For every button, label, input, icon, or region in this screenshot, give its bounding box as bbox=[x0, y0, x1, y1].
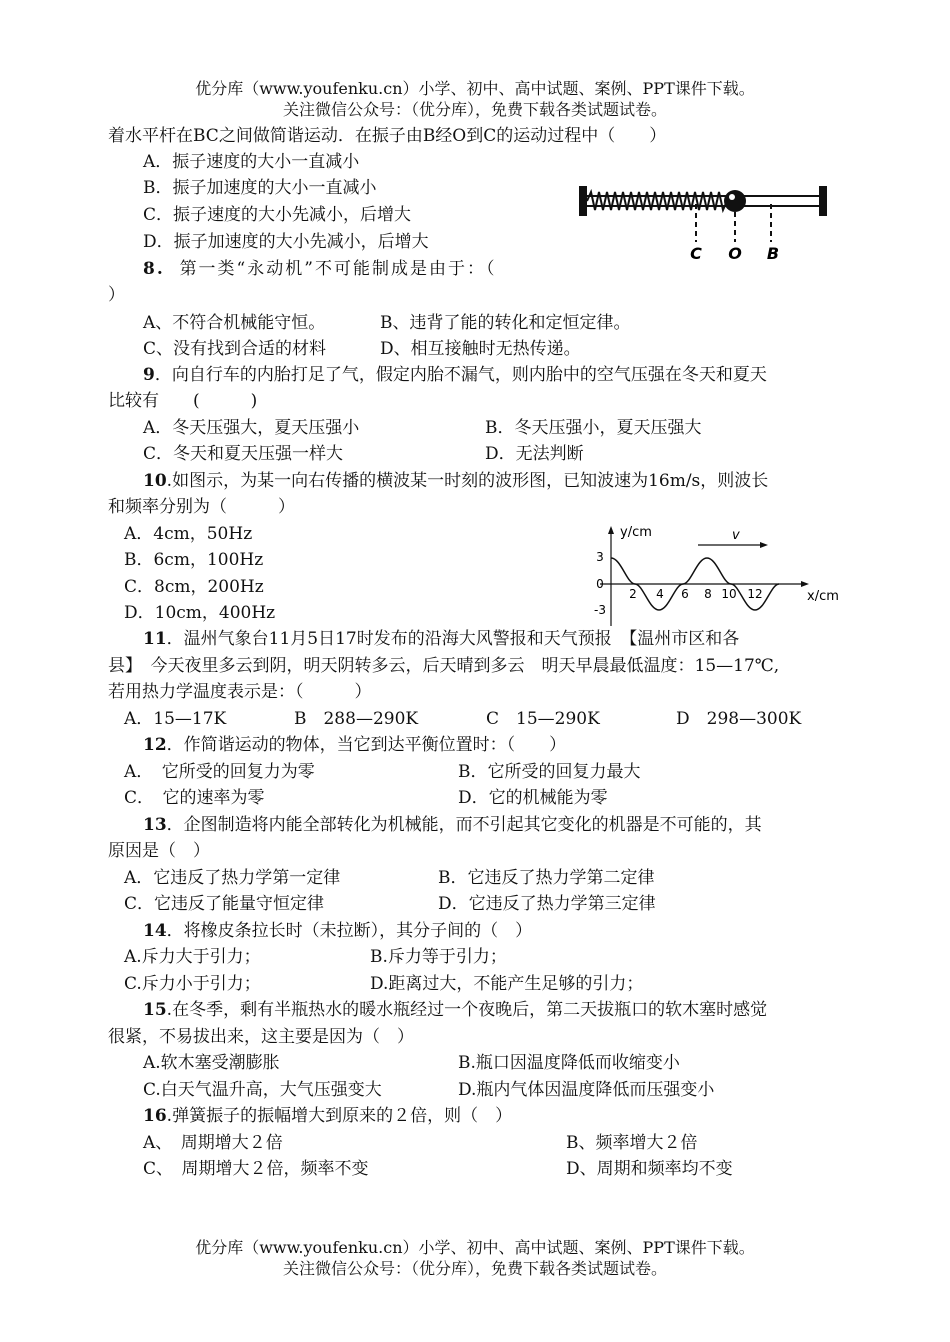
footer-line-2: 关注微信公众号：（优分库），免费下载各类试题试卷。 bbox=[282, 1259, 667, 1278]
q11-option-b: B 288—290K bbox=[294, 709, 419, 729]
q7-stem: 着水平杆在BC之间做简谐运动．在振子由B经O到C的运动过程中（ ） bbox=[108, 126, 667, 146]
q16-option-b: B、频率增大２倍 bbox=[566, 1133, 698, 1153]
y-tick-0: 0 bbox=[596, 577, 604, 591]
x-tick-4: 4 bbox=[656, 587, 664, 601]
x-tick-2: 2 bbox=[629, 587, 637, 601]
q15-option-b: B.瓶口因温度降低而收缩变小 bbox=[458, 1053, 680, 1073]
q8-option-b: B、违背了能的转化和定恒定律。 bbox=[380, 313, 631, 333]
y-axis-label: y/cm bbox=[620, 525, 652, 540]
q11-stem-cont-1: 县】 今天夜里多云到阴，明天阴转多云，后天晴到多云 明天早晨最低温度：15—17℃, bbox=[108, 656, 780, 676]
x-tick-6: 6 bbox=[681, 587, 689, 601]
q10-option-c: C．8cm，200Hz bbox=[124, 577, 264, 597]
header-line-2: 关注微信公众号：（优分库），免费下载各类试题试卷。 bbox=[282, 100, 667, 119]
q11-stem-cont-2: 若用热力学温度表示是：（ ） bbox=[108, 682, 372, 702]
q14-option-b: B.斥力等于引力； bbox=[370, 947, 507, 967]
q9-stem-cont: 比较有 ( ) bbox=[108, 391, 258, 411]
q13-option-b: B．它违反了热力学第二定律 bbox=[438, 868, 655, 888]
q10-option-d: D．10cm，400Hz bbox=[124, 603, 276, 623]
q9-option-c: C．冬天和夏天压强一样大 bbox=[143, 444, 344, 464]
label-b: B bbox=[766, 244, 780, 263]
x-tick-10: 10 bbox=[721, 587, 737, 601]
spring-oscillator-figure bbox=[575, 180, 830, 265]
x-axis-label: x/cm bbox=[807, 589, 839, 604]
label-c: C bbox=[690, 244, 702, 263]
q16-stem: 16.弹簧振子的振幅增大到原来的２倍，则（ ） bbox=[143, 1106, 513, 1126]
wave-figure bbox=[590, 518, 850, 630]
q12-option-d: D．它的机械能为零 bbox=[458, 788, 608, 808]
q10-option-a: A．4cm，50Hz bbox=[124, 524, 253, 544]
q13-stem-cont: 原因是（ ） bbox=[108, 841, 210, 861]
label-o: O bbox=[728, 244, 742, 263]
q11-option-d: D 298—300K bbox=[676, 709, 802, 729]
q7-option-c: C．振子速度的大小先减小，后增大 bbox=[143, 205, 412, 225]
left-wall bbox=[579, 186, 587, 216]
y-tick-3: 3 bbox=[596, 550, 604, 564]
y-tick-neg3: -3 bbox=[594, 603, 606, 617]
footer-line-1: 优分库（www.youfenku.cn）小学、初中、高中试题、案例、PPT课件下载。 bbox=[195, 1238, 755, 1257]
q12-option-c: C． 它的速率为零 bbox=[124, 788, 265, 808]
q7-option-b: B．振子加速度的大小一直减小 bbox=[143, 178, 377, 198]
q9-stem: 9．向自行车的内胎打足了气，假定内胎不漏气，则内胎中的空气压强在冬天和夏天 bbox=[143, 365, 767, 385]
q15-stem: 15.在冬季，剩有半瓶热水的暖水瓶经过一个夜晚后，第二天拔瓶口的软木塞时感觉 bbox=[143, 1000, 768, 1020]
x-axis-arrow bbox=[801, 581, 809, 587]
q8-option-c: C、没有找到合适的材料 bbox=[143, 339, 327, 359]
y-axis-arrow bbox=[608, 526, 614, 534]
q15-option-d: D.瓶内气体因温度降低而压强变小 bbox=[458, 1080, 715, 1100]
velocity-label: v bbox=[732, 528, 740, 543]
q16-option-d: D、周期和频率均不变 bbox=[566, 1159, 733, 1179]
q11-option-a: A．15—17K bbox=[124, 709, 227, 729]
q9-option-a: A．冬天压强大，夏天压强小 bbox=[143, 418, 360, 438]
q15-option-a: A.软木塞受潮膨胀 bbox=[143, 1053, 280, 1073]
q10-stem: 10.如图示，为某一向右传播的横波某一时刻的波形图，已知波速为16m/s，则波长 bbox=[143, 471, 769, 491]
q8-option-d: D、相互接触时无热传递。 bbox=[380, 339, 581, 359]
header-line-1: 优分库（www.youfenku.cn）小学、初中、高中试题、案例、PPT课件下载。 bbox=[195, 79, 755, 98]
right-wall bbox=[819, 186, 827, 216]
q13-option-a: A．它违反了热力学第一定律 bbox=[124, 868, 341, 888]
q8-stem-cont: ） bbox=[108, 285, 125, 305]
q7-option-a: A．振子速度的大小一直减小 bbox=[143, 152, 360, 172]
x-tick-12: 12 bbox=[747, 587, 763, 601]
q12-option-b: B．它所受的回复力最大 bbox=[458, 762, 641, 782]
q12-stem: 12．作简谐运动的物体，当它到达平衡位置时：（ ） bbox=[143, 735, 567, 755]
q14-option-c: C.斥力小于引力； bbox=[124, 974, 261, 994]
q13-option-c: C．它违反了能量守恒定律 bbox=[124, 894, 325, 914]
q16-option-a: A、 周期增大２倍 bbox=[143, 1133, 283, 1153]
q10-option-b: B．6cm，100Hz bbox=[124, 550, 264, 570]
q14-option-d: D.距离过大，不能产生足够的引力； bbox=[370, 974, 644, 994]
oscillator-ball bbox=[724, 190, 746, 212]
q13-stem: 13．企图制造将内能全部转化为机械能，而不引起其它变化的机器是不可能的，其 bbox=[143, 815, 762, 835]
q10-stem-cont: 和频率分别为（ ） bbox=[108, 497, 295, 517]
q15-stem-cont: 很紧，不易拔出来，这主要是因为（ ） bbox=[108, 1027, 414, 1047]
q15-option-c: C.白天气温升高，大气压强变大 bbox=[143, 1080, 382, 1100]
q11-option-c: C 15—290K bbox=[486, 709, 600, 729]
q12-option-a: A． 它所受的回复力为零 bbox=[124, 762, 315, 782]
x-tick-8: 8 bbox=[704, 587, 712, 601]
q7-option-d: D．振子加速度的大小先减小，后增大 bbox=[143, 232, 429, 252]
q8-option-a: A、不符合机械能守恒。 bbox=[143, 313, 326, 333]
q14-stem: 14．将橡皮条拉长时（未拉断），其分子间的（ ） bbox=[143, 921, 533, 941]
q13-option-d: D．它违反了热力学第三定律 bbox=[438, 894, 656, 914]
q8-stem: 8. 第一类“永动机”不可能制成是由于：（ bbox=[143, 259, 497, 279]
q14-option-a: A.斥力大于引力； bbox=[124, 947, 261, 967]
spring bbox=[587, 192, 727, 210]
q9-option-b: B．冬天压强小，夏天压强大 bbox=[485, 418, 702, 438]
q11-stem: 11．温州气象台11月5日17时发布的沿海大风警报和天气预报 【温州市区和各 bbox=[143, 629, 740, 649]
q9-option-d: D．无法判断 bbox=[485, 444, 584, 464]
q16-option-c: C、 周期增大２倍，频率不变 bbox=[143, 1159, 369, 1179]
